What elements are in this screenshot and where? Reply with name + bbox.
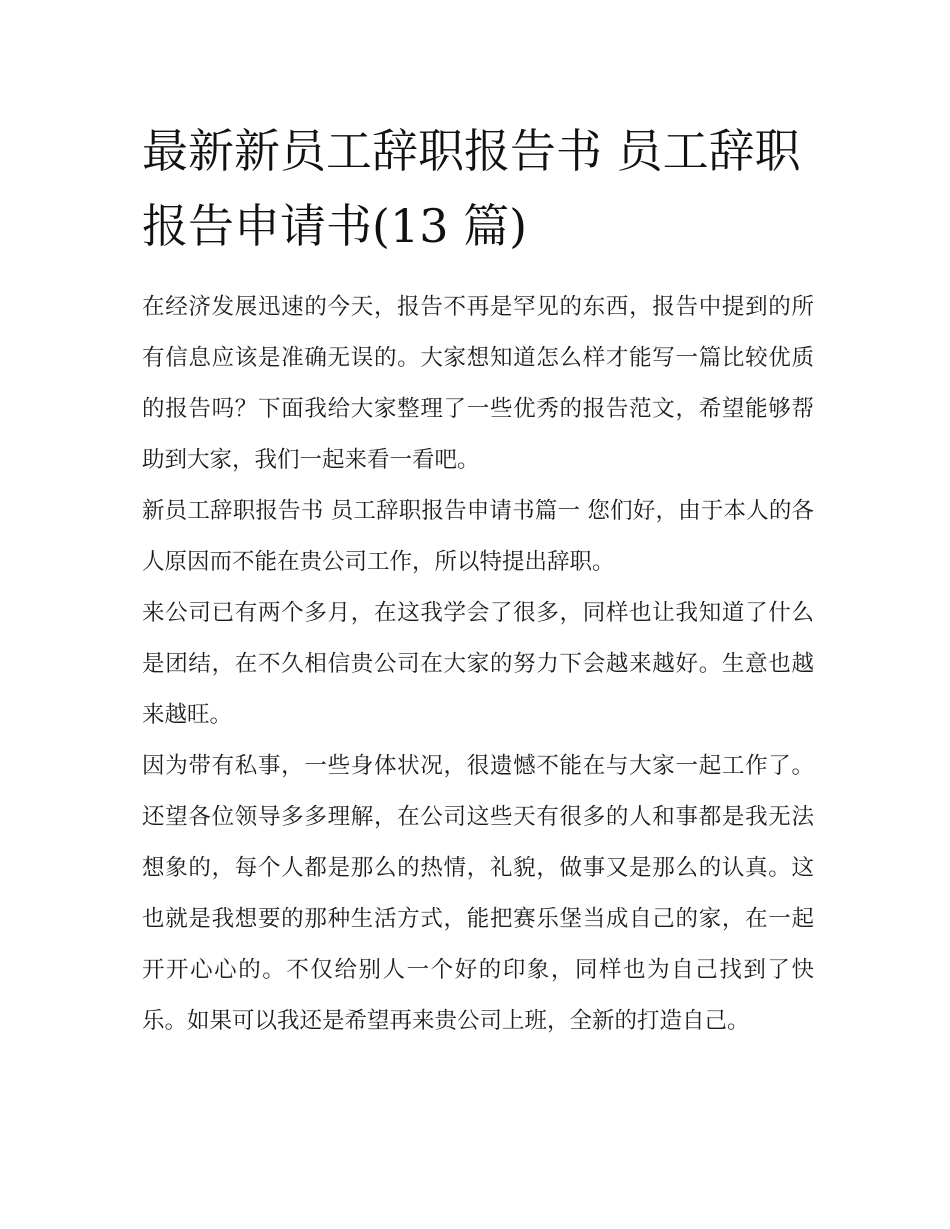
intro-paragraph: 在经济发展迅速的今天，报告不再是罕见的东西，报告中提到的所有信息应该是准确无误的。大家想知道怎么样才能写一篇比较优质的报告吗？下面我给大家整理了一些优秀的报告范文，希望能够帮助到大家，我们一起来看一看吧。: [142, 294, 814, 473]
paragraph-2: 来公司已有两个多月，在这我学会了很多，同样也让我知道了什么是团结，在不久相信贵公司在大家的努力下会越来越好。生意也越来越旺。: [142, 600, 814, 728]
paragraph-1: 新员工辞职报告书 员工辞职报告申请书篇一 您们好，由于本人的各人原因而不能在贵公司工作，所以特提出辞职。: [142, 498, 814, 575]
document-body: [142, 114, 814, 1047]
paragraph-3: 因为带有私事，一些身体状况，很遗憾不能在与大家一起工作了。还望各位领导多多理解，在公司这些天有很多的人和事都是我无法想象的，每个人都是那么的热情，礼貌，做事又是那么的认真。这也就是我想要的那种生活方式，能把赛乐堡当成自己的家，在一起开开心心的。不仅给别人一个好的印象，同样也为自己找到了快乐。如果可以我还是希望再来贵公司上班，全新的打造自己。: [142, 753, 814, 1034]
document-title: 最新新员工辞职报告书 员工辞职报告申请书(13 篇): [142, 124, 801, 253]
